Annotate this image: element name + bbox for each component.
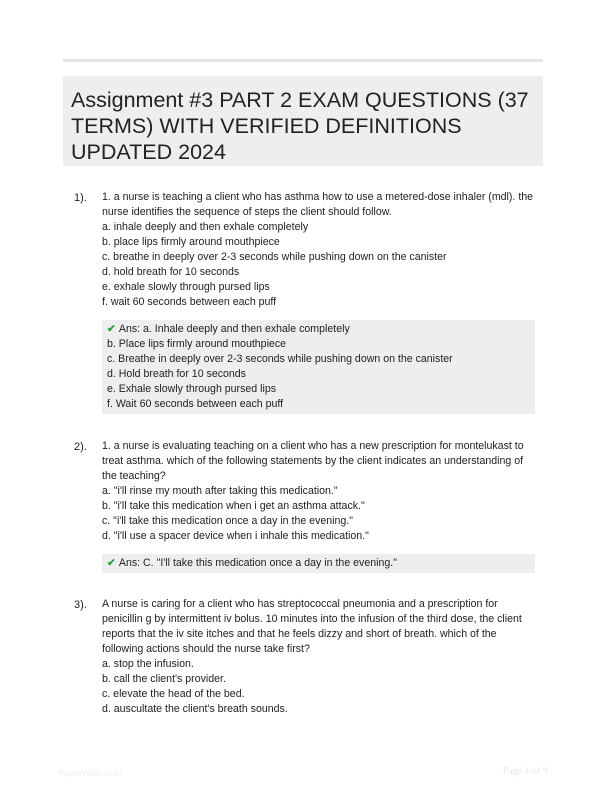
check-icon: ✔ <box>107 323 116 335</box>
answer-line: Ans: a. Inhale deeply and then exhale completely <box>118 323 350 335</box>
page-number: Page 1 of 9 <box>502 766 548 777</box>
option-line: a. inhale deeply and then exhale completely <box>102 221 309 233</box>
document-title: Assignment #3 PART 2 EXAM QUESTIONS (37 TERMS) WITH VERIFIED DEFINITIONS UPDATED 2024 <box>71 88 529 164</box>
answer-box <box>102 320 535 414</box>
option-line: b. call the client's provider. <box>102 673 226 685</box>
question-number: 1). <box>74 192 87 204</box>
question-line: reports that the iv site itches and that he feels dizzy and short of breath. which of the <box>102 628 497 640</box>
title-box <box>63 76 543 166</box>
footer-watermark: PaperWibe.com <box>58 768 123 778</box>
answer-line: c. Breathe in deeply over 2-3 seconds while pushing down on the canister <box>107 353 453 365</box>
question-line: nurse identifies the sequence of steps the client should follow. <box>102 206 392 218</box>
answer-line: d. Hold breath for 10 seconds <box>107 368 246 380</box>
question-line: A nurse is caring for a client who has streptococcal pneumonia and a prescription for <box>102 598 498 610</box>
option-line: c. breathe in deeply over 2-3 seconds while pushing down on the canister <box>102 251 447 263</box>
answer-line: f. Wait 60 seconds between each puff <box>107 398 284 410</box>
option-line: c. "i'll take this medication once a day in the evening." <box>102 515 353 527</box>
option-line: b. "i'll take this medication when i get an asthma attack." <box>102 500 365 512</box>
option-line: e. exhale slowly through pursed lips <box>102 281 270 293</box>
question-line: penicillin g by intermittent iv bolus. 10 minutes into the infusion of the third dose, the client <box>102 613 522 625</box>
option-line: a. stop the infusion. <box>102 658 194 670</box>
check-icon: ✔ <box>107 557 116 569</box>
option-line: d. "i'll use a spacer device when i inhale this medication." <box>102 530 369 542</box>
question-text <box>102 597 542 717</box>
answer-line: Ans: C. "I'll take this medication once a day in the evening." <box>118 557 397 569</box>
question-number: 2). <box>74 441 87 453</box>
option-line: d. hold breath for 10 seconds <box>102 266 240 278</box>
question-number: 3). <box>74 599 87 611</box>
answer-line: b. Place lips firmly around mouthpiece <box>107 338 287 350</box>
question-text <box>102 190 542 310</box>
option-line: a. "i'll rinse my mouth after taking this medication." <box>102 485 338 497</box>
question-line: treat asthma. which of the following statements by the client indicates an understanding of <box>102 455 524 467</box>
question-line: the teaching? <box>102 470 166 482</box>
option-line: b. place lips firmly around mouthpiece <box>102 236 280 248</box>
top-divider <box>63 59 543 62</box>
answer-box <box>102 554 535 573</box>
option-line: f. wait 60 seconds between each puff <box>102 296 277 308</box>
option-line: d. auscultate the client's breath sounds. <box>102 703 288 715</box>
question-line: 1. a nurse is teaching a client who has asthma how to use a metered-dose inhaler (mdl). the <box>102 191 534 203</box>
question-line: 1. a nurse is evaluating teaching on a client who has a new prescription for montelukast to <box>102 440 524 452</box>
question-line: following actions should the nurse take first? <box>102 643 310 655</box>
answer-line: e. Exhale slowly through pursed lips <box>107 383 277 395</box>
question-text <box>102 439 542 544</box>
option-line: c. elevate the head of the bed. <box>102 688 245 700</box>
